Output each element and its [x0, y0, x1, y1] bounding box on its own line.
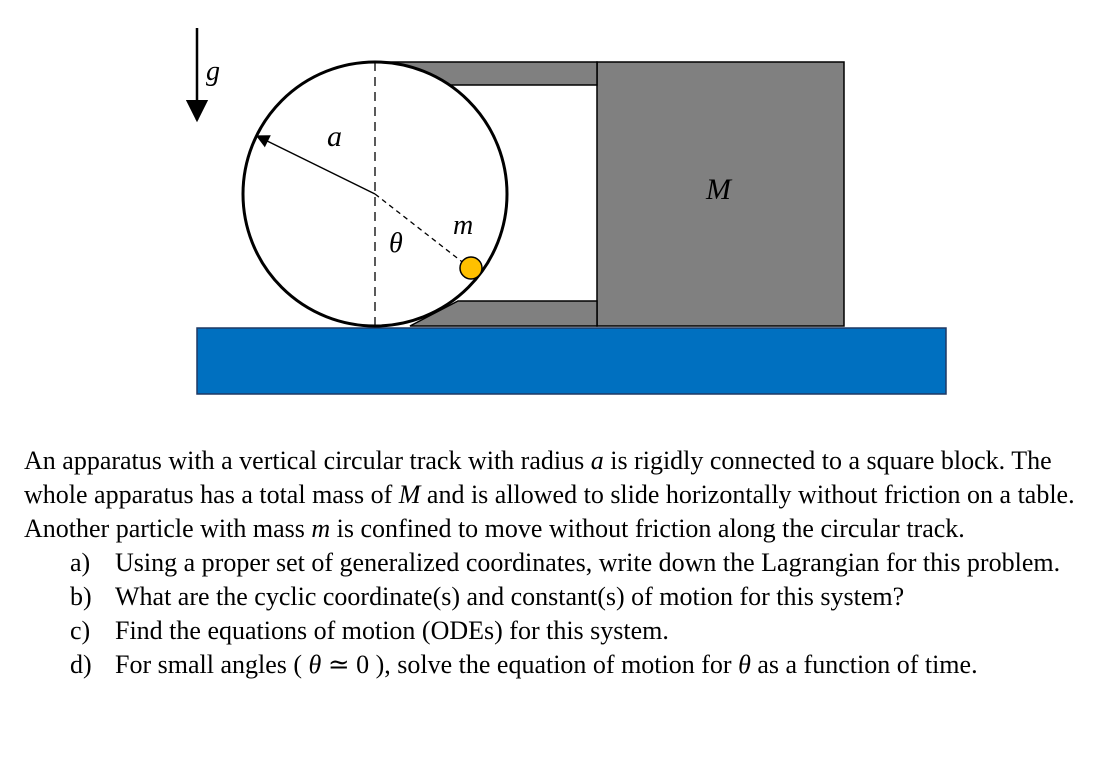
question-item	[24, 546, 1114, 580]
angle-label: θ	[389, 228, 403, 259]
table	[197, 328, 946, 394]
particle-label: m	[453, 210, 474, 241]
problem-statement	[24, 444, 1114, 682]
math-symbol: θ	[308, 650, 322, 679]
particle-m	[460, 257, 482, 279]
question-marker: c)	[70, 616, 91, 645]
text-run: Using a proper set of generalized coordinates, write down the Lagrangian for this problem.	[115, 548, 1061, 577]
text-run: For small angles (	[115, 650, 309, 679]
text-run: is confined to move without friction along the circular track.	[330, 514, 965, 543]
text-run: Find the equations of motion (ODEs) for this system.	[115, 616, 669, 645]
text-run: is rigidly connected to a square block. The whole apparatus has a total mass of	[24, 446, 1052, 509]
question-item	[24, 580, 1114, 614]
question-marker: b)	[70, 582, 92, 611]
question-item	[24, 614, 1114, 648]
problem-intro	[24, 444, 1114, 546]
text-run: ≃ 0 ), solve the equation of motion for	[321, 650, 739, 679]
question-marker: a)	[70, 548, 91, 577]
math-symbol: M	[398, 480, 421, 509]
math-symbol: θ	[738, 650, 751, 679]
math-symbol: a	[590, 446, 604, 475]
gravity-label: g	[206, 56, 220, 87]
question-item	[24, 648, 1114, 682]
question-list	[24, 546, 1114, 682]
text-run: An apparatus with a vertical circular track with radius	[24, 446, 591, 475]
question-marker: d)	[70, 650, 92, 679]
text-run: and is allowed to slide horizontally without friction on a table. Another particle with mass	[24, 480, 1075, 543]
text-run: as a function of time.	[750, 650, 978, 679]
block-label: M	[706, 173, 731, 206]
math-symbol: m	[311, 514, 331, 543]
text-run: What are the cyclic coordinate(s) and constant(s) of motion for this system?	[115, 582, 905, 611]
radius-label: a	[327, 120, 342, 153]
